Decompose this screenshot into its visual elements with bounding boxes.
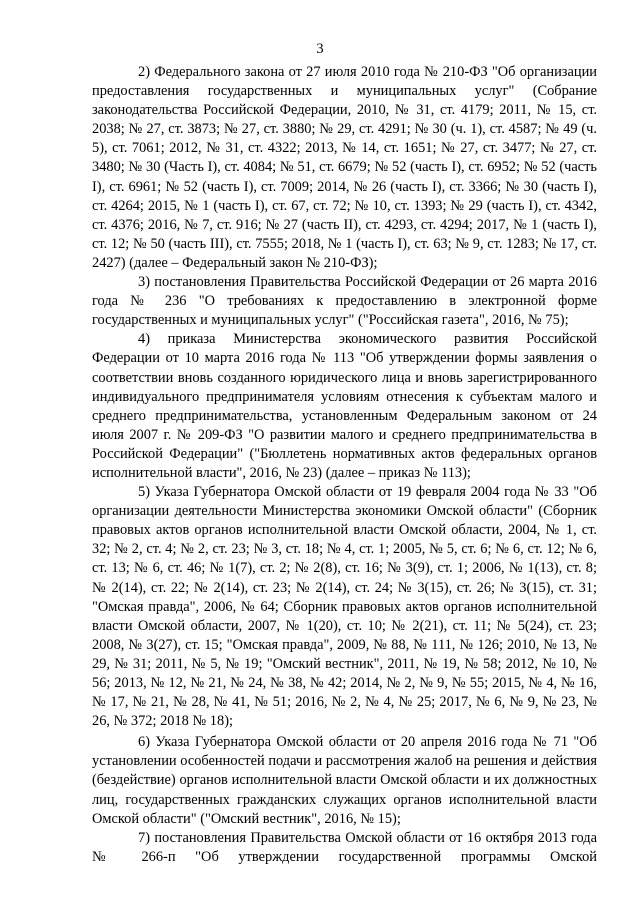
paragraph-item-2: 2) Федерального закона от 27 июля 2010 года № 210-ФЗ "Об организации предоставления государственных и муниципальных услуг" (Собрание законодательства Российской Федерации, 2010, № 31, ст. 4179; 2011, № 15, ст. 2038; № 27, ст. 3873; № 27, ст. 3880; № 29, ст. 4291; № 30 (ч. 1), ст. 4587; № 49 (ч. 5), ст. 7061; 2012, № 31, ст. 4322; 2013, № 14, ст. 1651; № 27, ст. 3477; № 27, ст. 3480; № 30 (Часть I), ст. 4084; № 51, ст. 6679; № 52 (часть I), ст. 6952; № 52 (часть I), ст. 6961; № 52 (часть I), ст. 7009; 2014, № 26 (часть I), ст. 3366; № 30 (часть I), ст. 4264; 2015, № 1 (часть I), ст. 67, ст. 72; № 10, ст. 1393; № 29 (часть I), ст. 4342, ст. 4376; 2016, № 7, ст. 916; № 27 (часть II), ст. 4293, ст. 4294; 2017, № 1 (часть I), ст. 12; № 50 (часть III), ст. 7555; 2018, № 1 (часть I), ст. 63; № 9, ст. 1283; № 17, ст. 2427) (далее – Федеральный закон № 210-ФЗ);	[92, 64, 597, 271]
page-number: 3	[316, 41, 324, 57]
paragraph-item-5: 5) Указа Губернатора Омской области от 19 февраля 2004 года № 33 "Об организации деятельности Министерства экономики Омской области" (Сборник правовых актов органов исполнительной власти Омской области, 2004, № 1, ст. 32; № 2, ст. 4; № 2, ст. 23; № 3, ст. 18; № 4, ст. 1; 2005, № 5, ст. 6; № 6, ст. 12; № 6, ст. 13; № 6, ст. 46; № 1(7), ст. 2; № 2(8), ст. 16; № 3(9), ст. 1; 2006, № 1(13), ст. 8; № 2(14), ст. 22; № 2(14), ст. 23; № 2(14), ст. 24; № 3(15), ст. 26; № 3(15), ст. 31; "Омская правда", 2006, № 64; Сборник правовых актов органов исполнительной власти Омской области, 2007, № 1(20), ст. 10; № 2(21), ст. 11; № 5(24), ст. 23; 2008, № 3(27), ст. 15; "Омская правда", 2009, № 88, № 111, № 126; 2010, № 13, № 29, № 31; 2011, № 5, № 19; "Омский вестник", 2011, № 19, № 58; 2012, № 10, № 56; 2013, № 12, № 21, № 24, № 38, № 42; 2014, № 2, № 9, № 55; 2015, № 4, № 16, № 17, № 21, № 28, № 41, № 51; 2016, № 2, № 4, № 25; 2017, № 6, № 9, № 23, № 26, № 372; 2018 № 18);	[92, 484, 597, 730]
document-body	[92, 63, 597, 867]
paragraph-item-3: 3) постановления Правительства Российской Федерации от 26 марта 2016 года № 236 "О требованиях к предоставлению в электронной форме государственных и муниципальных услуг" ("Российская газета", 2016, № 75);	[92, 274, 597, 329]
paragraph-item-7: 7) постановления Правительства Омской области от 16 октября 2013 года № 266-п "Об утверждении государственной программы Омской	[92, 829, 597, 865]
paragraph-item-4: 4) приказа Министерства экономического развития Российской Федерации от 10 марта 2016 года № 113 "Об утверждении формы заявления о соответствии вновь созданного юридического лица и вновь зарегистрированного индивидуального предпринимателя условиям отнесения к субъектам малого и среднего предпринимательства, установленным Федеральным законом от 24 июля 2007 г. № 209-ФЗ "О развитии малого и среднего предпринимательства в Российской Федерации" ("Бюллетень нормативных актов федеральных органов исполнительной власти", 2016, № 23) (далее – приказ № 113);	[92, 331, 597, 481]
paragraph-item-6: 6) Указа Губернатора Омской области от 20 апреля 2016 года № 71 "Об установлении особенностей подачи и рассмотрения жалоб на решения и действия (бездействие) органов исполнительной власти Омской области и их должностных лиц, государственных гражданских служащих органов исполнительной власти Омской области" ("Омский вестник", 2016, № 15);	[92, 734, 597, 827]
